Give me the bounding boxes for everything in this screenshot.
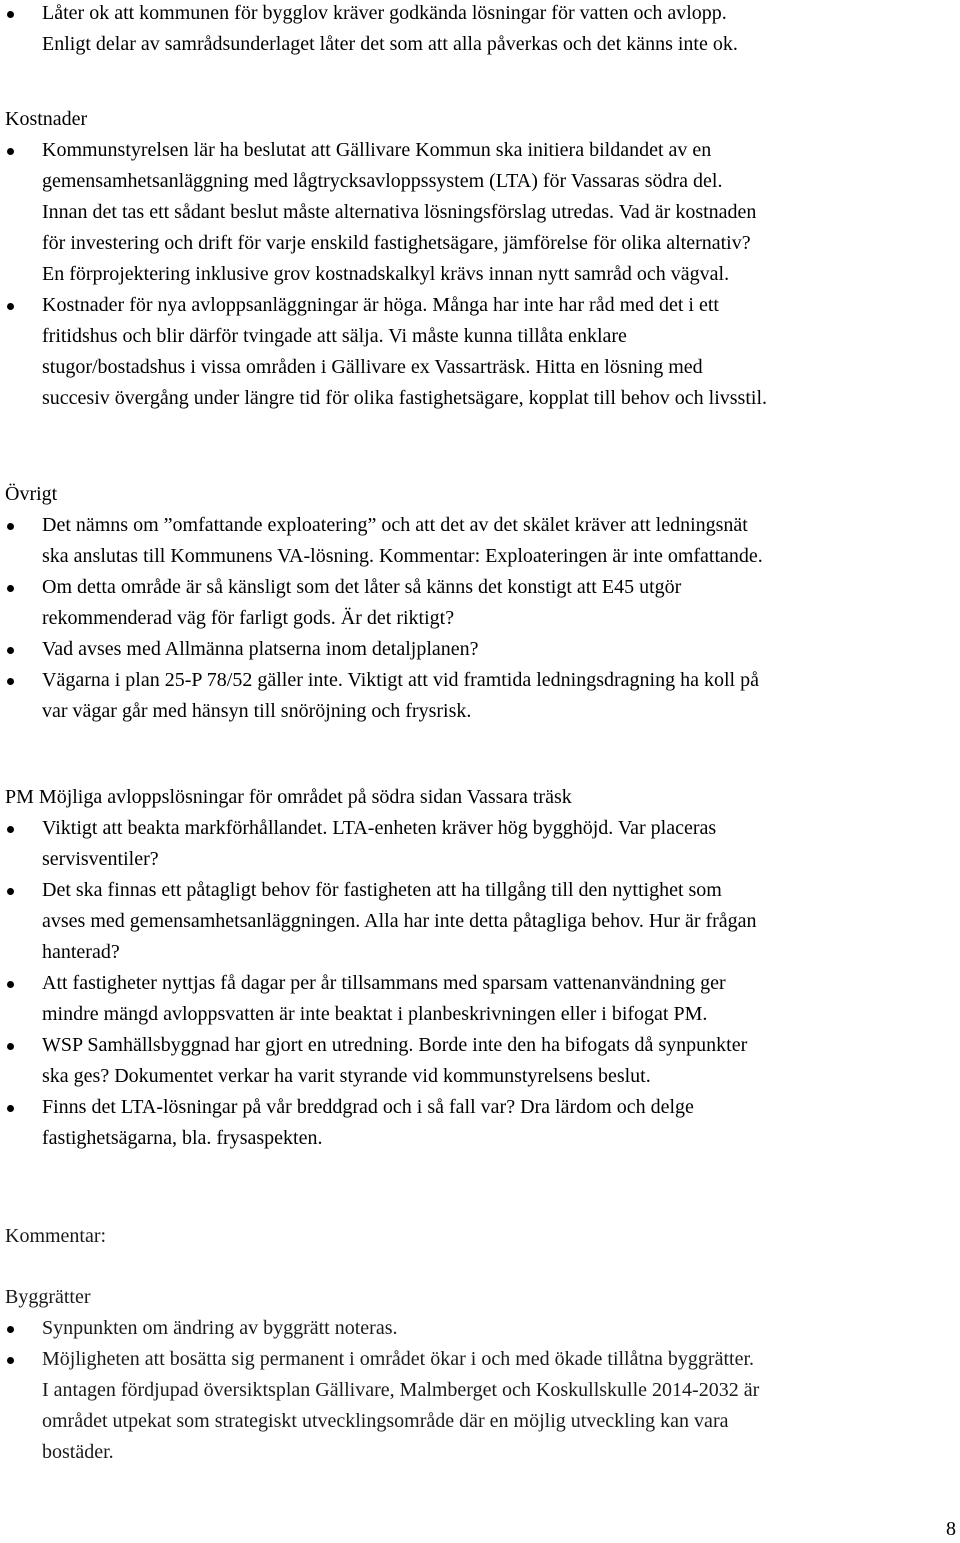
list-item: Det nämns om ”omfattande exploatering” och att det av det skälet kräver att ledningsnät ska anslutas till Kommunens VA-lösning. Kommentar: Exploateringen är inte omfattande.	[5, 510, 960, 572]
bullet-list	[5, 135, 960, 414]
bullet-icon	[7, 585, 14, 592]
bullet-icon	[7, 1326, 14, 1333]
bullet-list	[5, 510, 960, 727]
list-item: Att fastigheter nyttjas få dagar per år tillsammans med sparsam vattenanvändning ger mindre mängd avloppsvatten är inte beaktat i planbeskrivningen eller i bifogat PM.	[5, 968, 960, 1030]
bullet-list	[5, 1313, 960, 1468]
list-item: Kostnader för nya avloppsanläggningar är höga. Många har inte har råd med det i ett fritidshus och blir därför tvingade att sälja. Vi måste kunna tillåta enklare stugor/bostadshus i vissa områden i Gällivare ex Vassarträsk. Hitta en lösning med succesiv övergång under längre tid för olika fastighetsägare, kopplat till behov och livsstil.	[5, 290, 960, 414]
list-item: Finns det LTA-lösningar på vår breddgrad och i så fall var? Dra lärdom och delge fastighetsägarna, bla. frysaspekten.	[5, 1092, 960, 1154]
list-item: Möjligheten att bosätta sig permanent i området ökar i och med ökade tillåtna byggrätter. I antagen fördjupad översiktsplan Gällivare, Malmberget och Koskullskulle 2014-2032 är området utpekat som strategiskt utvecklingsområde där en möjlig utveckling kan vara bostäder.	[5, 1344, 960, 1468]
bullet-icon	[7, 148, 14, 155]
bullet-icon	[7, 981, 14, 988]
list-item: Det ska finnas ett påtagligt behov för fastigheten att ha tillgång till den nyttighet som avses med gemensamhetsanläggningen. Alla har inte detta påtagliga behov. Hur är frågan hanterad?	[5, 875, 960, 968]
bullet-icon	[7, 303, 14, 310]
section-kostnader	[5, 104, 960, 414]
list-item: Vad avses med Allmänna platserna inom detaljplanen?	[5, 634, 960, 665]
section-ovrigt	[5, 479, 960, 727]
bullet-icon	[7, 826, 14, 833]
bullet-list	[5, 813, 960, 1154]
section-heading: Kostnader	[5, 108, 88, 130]
section-byggratter	[5, 1282, 960, 1468]
list-item: Kommunstyrelsen lär ha beslutat att Gällivare Kommun ska initiera bildandet av en gemensamhetsanläggning med lågtrycksavloppssystem (LTA) för Vassaras södra del. Innan det tas ett sådant beslut måste alternativa lösningsförslag utredas. Vad är kostnaden för investering och drift för varje enskild fastighetsägare, jämförelse för olika alternativ? En förprojektering inklusive grov kostnadskalkyl krävs innan nytt samråd och vägval.	[5, 135, 960, 290]
page-number: 8	[946, 1518, 956, 1540]
bullet-icon	[7, 647, 14, 654]
bullet-list	[5, 0, 960, 60]
bullet-icon	[7, 11, 14, 18]
bullet-icon	[7, 888, 14, 895]
list-item: WSP Samhällsbyggnad har gjort en utredning. Borde inte den ha bifogats då synpunkter ska ges? Dokumentet verkar ha varit styrande vid kommunstyrelsens beslut.	[5, 1030, 960, 1092]
comment-heading: Kommentar:	[5, 1225, 107, 1247]
list-item: Om detta område är så känsligt som det låter så känns det konstigt att E45 utgör rekommenderad väg för farligt gods. Är det riktigt?	[5, 572, 960, 634]
bullet-icon	[7, 1105, 14, 1112]
section-heading: Byggrätter	[5, 1286, 91, 1308]
list-item: Viktigt att beakta markförhållandet. LTA-enheten kräver hög bygghöjd. Var placeras servisventiler?	[5, 813, 960, 875]
section-intro	[5, 0, 960, 60]
list-item: Synpunkten om ändring av byggrätt noteras.	[5, 1313, 960, 1344]
list-item: Låter ok att kommunen för bygglov kräver godkända lösningar för vatten och avlopp. Enligt delar av samrådsunderlaget låter det som att alla påverkas och det känns inte ok.	[5, 0, 960, 60]
bullet-icon	[7, 523, 14, 530]
section-heading: PM Möjliga avloppslösningar för området på södra sidan Vassara träsk	[5, 786, 572, 808]
section-pm	[5, 782, 960, 1154]
section-heading: Övrigt	[5, 483, 58, 505]
bullet-icon	[7, 1043, 14, 1050]
bullet-icon	[7, 678, 14, 685]
list-item: Vägarna i plan 25-P 78/52 gäller inte. Viktigt att vid framtida ledningsdragning ha koll på var vägar går med hänsyn till snöröjning och frysrisk.	[5, 665, 960, 727]
section-kommentar	[5, 1221, 960, 1252]
bullet-icon	[7, 1357, 14, 1364]
